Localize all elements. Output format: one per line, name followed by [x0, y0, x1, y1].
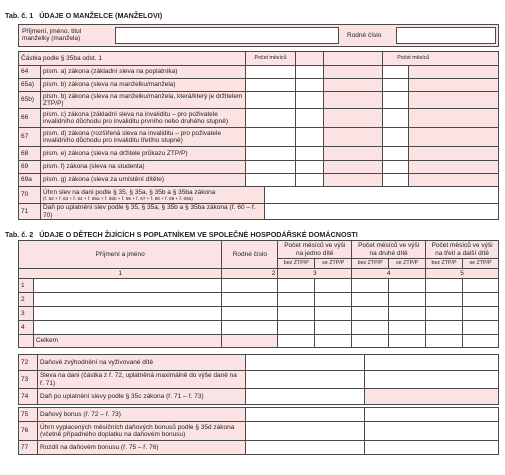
months-cell[interactable] — [383, 109, 409, 128]
discount-row — [19, 147, 499, 161]
tax-row — [19, 441, 499, 455]
months-cell[interactable] — [383, 147, 409, 161]
total-cell[interactable] — [389, 335, 426, 348]
spacer-cell — [409, 109, 499, 128]
tab2-title: Tab. č. 2 ÚDAJE O DĚTECH ŽIJÍCÍCH S POPLATNÍKEM VE SPOLEČNÉ HOSPODÁŘSKÉ DOMÁCNOSTI — [5, 230, 358, 239]
spare-cell — [365, 355, 499, 371]
row-num: 75 — [19, 408, 38, 422]
tax-row — [19, 389, 499, 405]
child-months-cell[interactable] — [352, 307, 389, 321]
row-num: 76 — [19, 422, 38, 441]
colnum-2: 2 — [222, 269, 278, 279]
amount-cell[interactable] — [245, 109, 296, 128]
amount-cell[interactable] — [245, 66, 296, 79]
row-label: písm. g) zákona (sleva za umístění dítěte) — [40, 174, 245, 187]
row-label: Daňové zvýhodnění na vyživované dítě — [37, 355, 245, 371]
spare-cell — [365, 371, 499, 389]
total-cell[interactable] — [463, 335, 499, 348]
colnum-4: 4 — [352, 269, 426, 279]
discount-row — [19, 174, 499, 187]
spouse-birth-field[interactable] — [396, 27, 496, 44]
months-cell[interactable] — [296, 109, 324, 128]
months-cell[interactable] — [383, 79, 409, 92]
se-ztp-header: se ZTP/P — [463, 259, 499, 269]
child-row-num: 1 — [19, 279, 34, 293]
row-label: Daň po uplatnění slevy podle § 35c zákona (ř. 71 – ř. 73) — [37, 389, 245, 405]
child-name-cell[interactable] — [33, 279, 221, 293]
amount-cell[interactable] — [245, 147, 296, 161]
spare-cell — [365, 408, 499, 422]
total-cell[interactable] — [352, 335, 389, 348]
spacer-cell — [409, 128, 499, 147]
row-num: 77 — [19, 441, 38, 455]
row-label: písm. b) zákona (sleva na manželku/manžela, která/který je držitelem ZTP/P) — [40, 92, 245, 109]
child-row-num: 2 — [19, 293, 34, 307]
row-70-subtext: (ř. 62 + ř. 63 + ř. 64 + ř. 65a + ř. 65b + ř. 66 + ř. 67 + ř. 68 + ř. 69 + ř. 69a) — [42, 196, 193, 202]
row-70-label — [40, 187, 264, 204]
discount-row — [19, 128, 499, 147]
child-row — [19, 307, 499, 321]
row-num: 70 — [19, 187, 41, 204]
spacer-cell — [409, 79, 499, 92]
row-70-text: Úhrn slev na dani podle § 35, § 35a, § 35b a § 35ba zákona — [42, 188, 216, 196]
amount-cell[interactable] — [245, 128, 296, 147]
amount-cell[interactable] — [245, 161, 296, 174]
child-months-cell[interactable] — [315, 293, 352, 307]
row-label: písm. d) zákona (rozšířená sleva na invaliditu – pro poživatele invalidního důchodu pro invaliditu třetího stupně) — [40, 128, 245, 147]
spacer-cell — [324, 147, 383, 161]
row-num: 68 — [19, 147, 41, 161]
tab1-title: Tab. č. 1 ÚDAJE O MANŽELCE (MANŽELOVI) — [5, 11, 163, 20]
child-months-cell[interactable] — [278, 307, 315, 321]
colnum-3: 3 — [278, 269, 352, 279]
child-months-cell[interactable] — [426, 279, 463, 293]
child-months-cell[interactable] — [352, 321, 389, 335]
child-birth-cell[interactable] — [222, 279, 278, 293]
col-third-child-header: Počet měsíců ve výši na třetí a další dítě — [426, 241, 499, 259]
child-months-cell[interactable] — [463, 307, 499, 321]
child-months-cell[interactable] — [426, 293, 463, 307]
bez-ztp-header: bez ZTP/P — [352, 259, 389, 269]
header-gap-2 — [324, 52, 383, 66]
spouse-name-label: Příjmení, jméno, titul manželky (manžela) — [22, 28, 82, 43]
total-label: Celkem — [33, 335, 221, 348]
value-cell[interactable] — [245, 441, 365, 455]
total-birth-cell — [222, 335, 278, 348]
child-months-cell[interactable] — [426, 321, 463, 335]
children-table — [18, 240, 499, 348]
value-cell[interactable] — [245, 389, 365, 405]
row-label: písm. f) zákona (sleva na studenta) — [40, 161, 245, 174]
spacer-cell — [409, 161, 499, 174]
child-months-cell[interactable] — [278, 293, 315, 307]
value-cell[interactable] — [245, 408, 365, 422]
months-cell[interactable] — [296, 161, 324, 174]
row-num: 72 — [19, 355, 38, 371]
tax-row — [19, 422, 499, 441]
child-name-cell[interactable] — [33, 293, 221, 307]
child-months-cell[interactable] — [389, 279, 426, 293]
spouse-discount-table — [18, 51, 499, 220]
tax-row — [19, 355, 499, 371]
discount-row — [19, 79, 499, 92]
colnum-1: 1 — [19, 269, 222, 279]
months-header-1: Počet měsíců — [245, 52, 296, 66]
se-ztp-header: se ZTP/P — [389, 259, 426, 269]
spouse-name-field[interactable] — [115, 27, 339, 44]
total-cell[interactable] — [426, 335, 463, 348]
row-70-value[interactable] — [264, 187, 499, 204]
row-num: 67 — [19, 128, 41, 147]
child-row-num: 3 — [19, 307, 34, 321]
row-num: 73 — [19, 371, 38, 389]
child-name-cell[interactable] — [33, 307, 221, 321]
months-cell[interactable] — [383, 128, 409, 147]
amount-cell[interactable] — [245, 92, 296, 109]
col-first-child-header: Počet měsíců ve výši na jedno dítě — [278, 241, 352, 259]
value-cell[interactable] — [245, 371, 365, 389]
months-cell[interactable] — [296, 147, 324, 161]
row-label: Sleva na dani (částka z ř. 72, uplatněná maximálně do výše daně na ř. 71) — [37, 371, 245, 389]
spare-cell — [365, 441, 499, 455]
child-months-cell[interactable] — [315, 279, 352, 293]
col-name-header: Příjmení a jméno — [19, 241, 222, 269]
child-row — [19, 279, 499, 293]
child-row — [19, 321, 499, 335]
months-cell[interactable] — [296, 79, 324, 92]
child-months-cell[interactable] — [278, 279, 315, 293]
row-label: písm. b) zákona (sleva na manželku/manžela) — [40, 79, 245, 92]
months-cell[interactable] — [383, 161, 409, 174]
months-cell[interactable] — [383, 92, 409, 109]
child-months-cell[interactable] — [463, 293, 499, 307]
months-cell[interactable] — [383, 174, 409, 187]
discount-row — [19, 66, 499, 79]
col-second-child-header: Počet měsíců ve výši na druhé dítě — [352, 241, 426, 259]
value-cell[interactable] — [245, 422, 365, 441]
row-num: 65a) — [19, 79, 41, 92]
months-cell[interactable] — [296, 92, 324, 109]
amount-cell[interactable] — [245, 174, 296, 187]
months-cell[interactable] — [383, 66, 409, 79]
child-name-cell[interactable] — [33, 321, 221, 335]
spacer-cell — [324, 92, 383, 109]
spare-cell — [365, 422, 499, 441]
child-months-cell[interactable] — [426, 307, 463, 321]
total-num-cell — [19, 335, 34, 348]
discount-row — [19, 161, 499, 174]
tax-row — [19, 408, 499, 422]
spacer-cell — [409, 174, 499, 187]
spacer-cell — [324, 109, 383, 128]
total-cell[interactable] — [278, 335, 315, 348]
spacer-cell — [324, 174, 383, 187]
child-months-cell[interactable] — [315, 321, 352, 335]
child-months-cell[interactable] — [352, 293, 389, 307]
child-months-cell[interactable] — [463, 279, 499, 293]
child-months-cell[interactable] — [278, 321, 315, 335]
bez-ztp-header: bez ZTP/P — [426, 259, 463, 269]
row-num: 69 — [19, 161, 41, 174]
row-num: 69a — [19, 174, 41, 187]
row-num: 64 — [19, 66, 41, 79]
bez-ztp-header: bez ZTP/P — [278, 259, 315, 269]
spacer-cell — [324, 66, 383, 79]
col-birth-header: Rodné číslo — [222, 241, 278, 269]
row-label: Rozdíl na daňovém bonusu (ř. 75 – ř. 76) — [37, 441, 245, 455]
child-tax-table — [18, 354, 499, 455]
tax-row — [19, 371, 499, 389]
row-num: 71 — [19, 204, 41, 220]
child-row — [19, 293, 499, 307]
months-cell[interactable] — [296, 128, 324, 147]
row-num: 74 — [19, 389, 38, 405]
spacer-cell — [409, 92, 499, 109]
row-num: 65b) — [19, 92, 41, 109]
discount-row — [19, 109, 499, 128]
child-months-cell[interactable] — [315, 307, 352, 321]
value-cell[interactable] — [245, 355, 365, 371]
spouse-birth-label: Rodné číslo — [347, 32, 382, 39]
spacer-cell — [324, 79, 383, 92]
spare-cell — [365, 389, 499, 405]
total-cell[interactable] — [315, 335, 352, 348]
row-71-value[interactable] — [264, 204, 499, 220]
amount-cell[interactable] — [245, 79, 296, 92]
row-num: 66 — [19, 109, 41, 128]
child-birth-cell[interactable] — [222, 321, 278, 335]
spacer-cell — [324, 161, 383, 174]
row-label: písm. c) zákona (základní sleva na invaliditu – pro poživatele invalidního důchodu pro invaliditu prvního nebo druhého stupně) — [40, 109, 245, 128]
row-label: písm. e) zákona (sleva na držitele průkazu ZTP/P) — [40, 147, 245, 161]
child-months-cell[interactable] — [463, 321, 499, 335]
header-gap-1 — [296, 52, 324, 66]
se-ztp-header: se ZTP/P — [315, 259, 352, 269]
row-label: Úhrn vyplacených měsíčních daňových bonusů podle § 35d zákona (včetně případného doplatku na daňovém bonusu) — [37, 422, 245, 441]
spacer-cell — [409, 66, 499, 79]
child-birth-cell[interactable] — [222, 293, 278, 307]
castka-header: Částka podle § 35ba odst. 1 — [19, 52, 246, 66]
months-header-2: Počet měsíců — [383, 52, 499, 66]
months-cell[interactable] — [296, 174, 324, 187]
child-months-cell[interactable] — [352, 279, 389, 293]
spouse-identity-box — [18, 24, 499, 47]
row-label: písm. a) zákona (základní sleva na poplatníka) — [40, 66, 245, 79]
child-months-cell[interactable] — [389, 307, 426, 321]
colnum-5: 5 — [426, 269, 499, 279]
row-71-label: Daň po uplatnění slev podle § 35, § 35a, § 35b a § 35ba zákona (ř. 60 – ř. 70) — [40, 204, 264, 220]
spacer-cell — [324, 128, 383, 147]
row-label: Daňový bonus (ř. 72 – ř. 73) — [37, 408, 245, 422]
child-birth-cell[interactable] — [222, 307, 278, 321]
months-cell[interactable] — [296, 66, 324, 79]
spacer-cell — [409, 147, 499, 161]
discount-row — [19, 92, 499, 109]
child-months-cell[interactable] — [389, 293, 426, 307]
child-row-num: 4 — [19, 321, 34, 335]
child-months-cell[interactable] — [389, 321, 426, 335]
